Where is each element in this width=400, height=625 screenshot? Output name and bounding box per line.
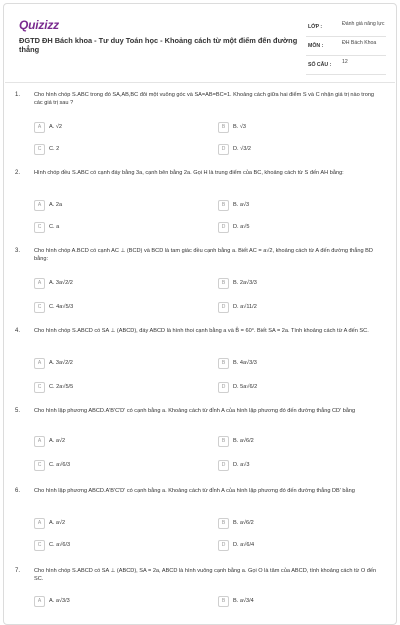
option-letter: C [34,382,45,393]
option-letter: A [34,200,45,211]
option-text: B. √3 [233,124,247,130]
header-divider [5,82,395,83]
question-number: 2. [15,170,21,176]
option-text: D. a√3 [233,462,250,468]
info-row-count [306,56,386,75]
option-letter: B [218,278,229,289]
question-text: Cho hình lập phương ABCD.A'B'C'D' có cạnh bằng a. Khoảng cách từ đỉnh A của hình lập phương đó đến đường thẳng DB' bằng [34,488,355,494]
option-text: B. 4a√3/3 [233,360,257,366]
question-text: Cho hình chóp S.ABC trong đó SA,AB,BC đôi một vuông góc và SA=AB=BC=1. Khoảng cách giữa hai điểm S và C nhận giá trị nào trong các giá trị sau ? [34,92,375,106]
option-text: A. a√3/3 [49,598,70,604]
question-text: Cho hình chóp A.BCD có cạnh AC ⊥ (BCD) và BCD là tam giác đều cạnh bằng a. Biết AC = a√2, khoảng cách từ A đến đường thẳng BD bằng: [34,248,373,262]
worksheet-page [3,3,397,625]
option-text: A. a√2 [49,438,66,444]
option-letter: A [34,436,45,447]
option-text: C. a [49,224,60,230]
option-letter: B [218,358,229,369]
option-letter: D [218,302,229,313]
option-letter: D [218,144,229,155]
question-number: 5. [15,408,21,414]
question-number: 4. [15,328,21,334]
option-letter: B [218,596,229,607]
option-letter: D [218,222,229,233]
option-text: C. a√6/3 [49,542,71,548]
option-text: A. 2a [49,202,63,208]
info-value: 12 [342,59,348,65]
option-text: A. 3a√2/2 [49,360,73,366]
info-label: LỚP : [308,24,323,30]
option-letter: D [218,540,229,551]
option-letter: A [34,122,45,133]
question-text: Hình chóp đều S.ABC có cạnh đáy bằng 3a, cạnh bên bằng 2a. Gọi H là trung điểm của BC, khoảng cách từ S đến AH bằng: [34,170,344,176]
option-text: C. 4a√5/3 [49,304,74,310]
option-letter: C [34,302,45,313]
info-value: Đánh giá năng lực [342,21,385,27]
option-letter: B [218,518,229,529]
worksheet-title: ĐGTD ĐH Bách khoa - Tư duy Toán học - Khoảng cách từ một điểm đến đường thẳng [19,36,298,54]
option-letter: A [34,596,45,607]
info-panel [306,18,386,75]
option-text: B. a√6/2 [233,520,254,526]
option-letter: C [34,460,45,471]
option-text: B. a√3/4 [233,598,254,604]
question-number: 6. [15,488,21,494]
option-letter: D [218,382,229,393]
option-text: D. 5a√6/2 [233,384,258,390]
option-text: A. 3a√2/2 [49,280,73,286]
question-number: 1. [15,92,21,98]
option-text: C. a√6/3 [49,462,71,468]
option-text: B. a√6/2 [233,438,254,444]
option-letter: A [34,518,45,529]
question-number: 3. [15,248,21,254]
option-text: B. 2a√3/3 [233,280,257,286]
option-letter: A [34,358,45,369]
option-letter: C [34,540,45,551]
question-text: Cho hình chóp S.ABCD có SA ⊥ (ABCD), đáy ABCD là hình thoi cạnh bằng a và B̂ = 60°. Biết SA = 2a. Tính khoảng cách từ A đến SC. [34,328,369,334]
option-text: B. a√3 [233,202,250,208]
option-letter: B [218,200,229,211]
option-text: D. a√11/2 [233,304,257,310]
question-text: Cho hình chóp S.ABCD có SA ⊥ (ABCD), SA = 2a, ABCD là hình vuông cạnh bằng a. Gọi O là tâm của ABCD, tính khoảng cách từ O đến SC. [34,568,377,582]
option-text: D. a√6/4 [233,542,255,548]
option-text: A. √2 [49,124,63,130]
option-text: A. a√2 [49,520,66,526]
option-letter: C [34,222,45,233]
option-text: C. 2a√5/5 [49,384,74,390]
quizizz-logo: Quizizz [19,18,59,32]
info-value: ĐH Bách Khoa [342,40,377,46]
option-text: D. a√5 [233,224,250,230]
option-letter: C [34,144,45,155]
option-letter: D [218,460,229,471]
question-text: Cho hình lập phương ABCD.A'B'C'D' có cạnh bằng a. Khoảng cách từ đỉnh A của hình lập phương đó đến đường thẳng CD' bằng [34,408,356,414]
option-letter: B [218,122,229,133]
info-row-class [306,18,386,37]
option-text: C. 2 [49,146,60,152]
question-number: 7. [15,568,21,574]
option-letter: A [34,278,45,289]
info-row-subject [306,37,386,56]
option-text: D. √3/2 [233,146,251,152]
info-label: MÔN : [308,43,324,49]
option-letter: B [218,436,229,447]
info-label: SỐ CÂU : [308,62,332,68]
